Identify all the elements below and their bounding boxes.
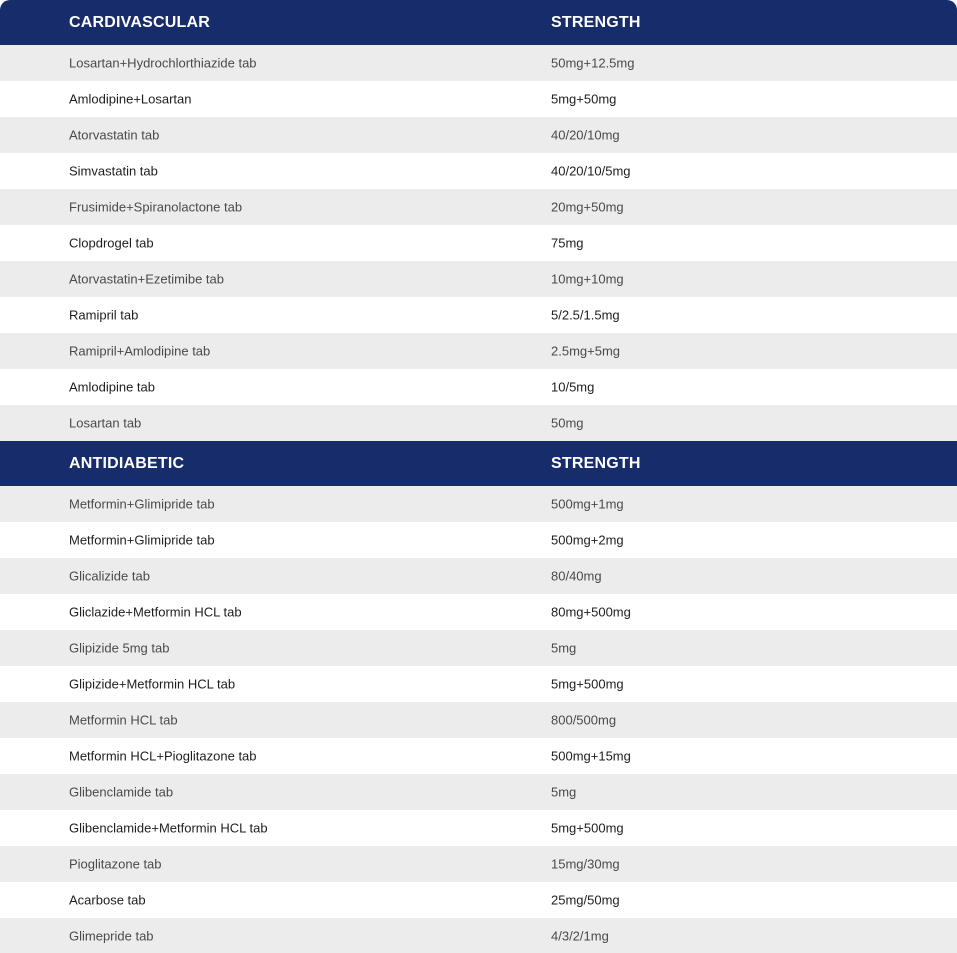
medicine-strength: 50mg+12.5mg — [551, 55, 635, 71]
medicine-strength: 500mg+15mg — [551, 748, 631, 764]
medicine-name: Ramipril+Amlodipine tab — [69, 343, 211, 359]
table-row — [0, 882, 957, 918]
table-row — [0, 594, 957, 630]
medicine-name: Acarbose tab — [69, 892, 146, 908]
table-row — [0, 486, 957, 522]
table-row — [0, 630, 957, 666]
section-header — [0, 441, 957, 486]
medicine-strength: 4/3/2/1mg — [551, 928, 609, 944]
table-row — [0, 522, 957, 558]
medicine-name: Glimepride tab — [69, 928, 154, 944]
table-row — [0, 369, 957, 405]
medicine-name: Atorvastatin tab — [69, 127, 160, 143]
table-row — [0, 333, 957, 369]
section-header — [0, 0, 957, 45]
table-row — [0, 81, 957, 117]
medicine-name: Glibenclamide tab — [69, 784, 174, 800]
strength-heading: STRENGTH — [551, 454, 641, 472]
medicine-name: Frusimide+Spiranolactone tab — [69, 199, 243, 215]
medicine-strength: 15mg/30mg — [551, 856, 620, 872]
medicine-name: Simvastatin tab — [69, 163, 158, 179]
table-row — [0, 153, 957, 189]
category-heading: CARDIVASCULAR — [69, 13, 210, 31]
medicine-strength: 500mg+1mg — [551, 496, 624, 512]
medicine-name: Losartan tab — [69, 415, 142, 431]
medicine-strength: 40/20/10/5mg — [551, 163, 631, 179]
medicine-name: Glibenclamide+Metformin HCL tab — [69, 820, 268, 836]
medicine-strength: 25mg/50mg — [551, 892, 620, 908]
medicine-strength: 80/40mg — [551, 568, 602, 584]
table-row — [0, 918, 957, 953]
table-row — [0, 558, 957, 594]
table-row — [0, 846, 957, 882]
table-row — [0, 405, 957, 441]
medicine-strength: 5mg+500mg — [551, 676, 624, 692]
medicine-name: Atorvastatin+Ezetimibe tab — [69, 271, 224, 287]
medicine-name: Metformin+Glimipride tab — [69, 532, 215, 548]
table-row — [0, 702, 957, 738]
medicine-strength: 500mg+2mg — [551, 532, 624, 548]
table-row — [0, 810, 957, 846]
table-row — [0, 738, 957, 774]
medicine-name: Glipizide+Metformin HCL tab — [69, 676, 236, 692]
medicine-strength: 50mg — [551, 415, 584, 431]
medicine-strength: 5mg+50mg — [551, 91, 617, 107]
table-row — [0, 297, 957, 333]
strength-heading: STRENGTH — [551, 13, 641, 31]
category-heading: ANTIDIABETIC — [69, 454, 185, 472]
table-row — [0, 261, 957, 297]
table-row — [0, 189, 957, 225]
medicine-name: Ramipril tab — [69, 307, 139, 323]
medicine-name: Clopdrogel tab — [69, 235, 154, 251]
table-row — [0, 117, 957, 153]
medicine-name: Metformin HCL tab — [69, 712, 178, 728]
medicine-strength: 10mg+10mg — [551, 271, 624, 287]
table-row — [0, 45, 957, 81]
medicine-strength: 75mg — [551, 235, 584, 251]
medicine-name: Metformin HCL+Pioglitazone tab — [69, 748, 257, 764]
table-row — [0, 774, 957, 810]
medicine-name: Gliclazide+Metformin HCL tab — [69, 604, 242, 620]
table-row — [0, 666, 957, 702]
medicine-name: Losartan+Hydrochlorthiazide tab — [69, 55, 257, 71]
medicine-strength: 5/2.5/1.5mg — [551, 307, 620, 323]
medicine-name: Amlodipine+Losartan — [69, 91, 192, 107]
medicine-strength: 40/20/10mg — [551, 127, 620, 143]
medicine-name: Glicalizide tab — [69, 568, 150, 584]
medicine-strength: 2.5mg+5mg — [551, 343, 621, 359]
medicine-name: Glipizide 5mg tab — [69, 640, 170, 656]
medicine-strength: 5mg — [551, 784, 577, 800]
medicine-strength: 20mg+50mg — [551, 199, 624, 215]
medicine-strength: 5mg+500mg — [551, 820, 624, 836]
medicine-strength: 80mg+500mg — [551, 604, 631, 620]
medicine-strength: 5mg — [551, 640, 577, 656]
medicine-name: Metformin+Glimipride tab — [69, 496, 215, 512]
table-row — [0, 225, 957, 261]
medicine-name: Pioglitazone tab — [69, 856, 162, 872]
medicine-name: Amlodipine tab — [69, 379, 155, 395]
medicine-strength: 800/500mg — [551, 712, 617, 728]
medicine-strength: 10/5mg — [551, 379, 595, 395]
